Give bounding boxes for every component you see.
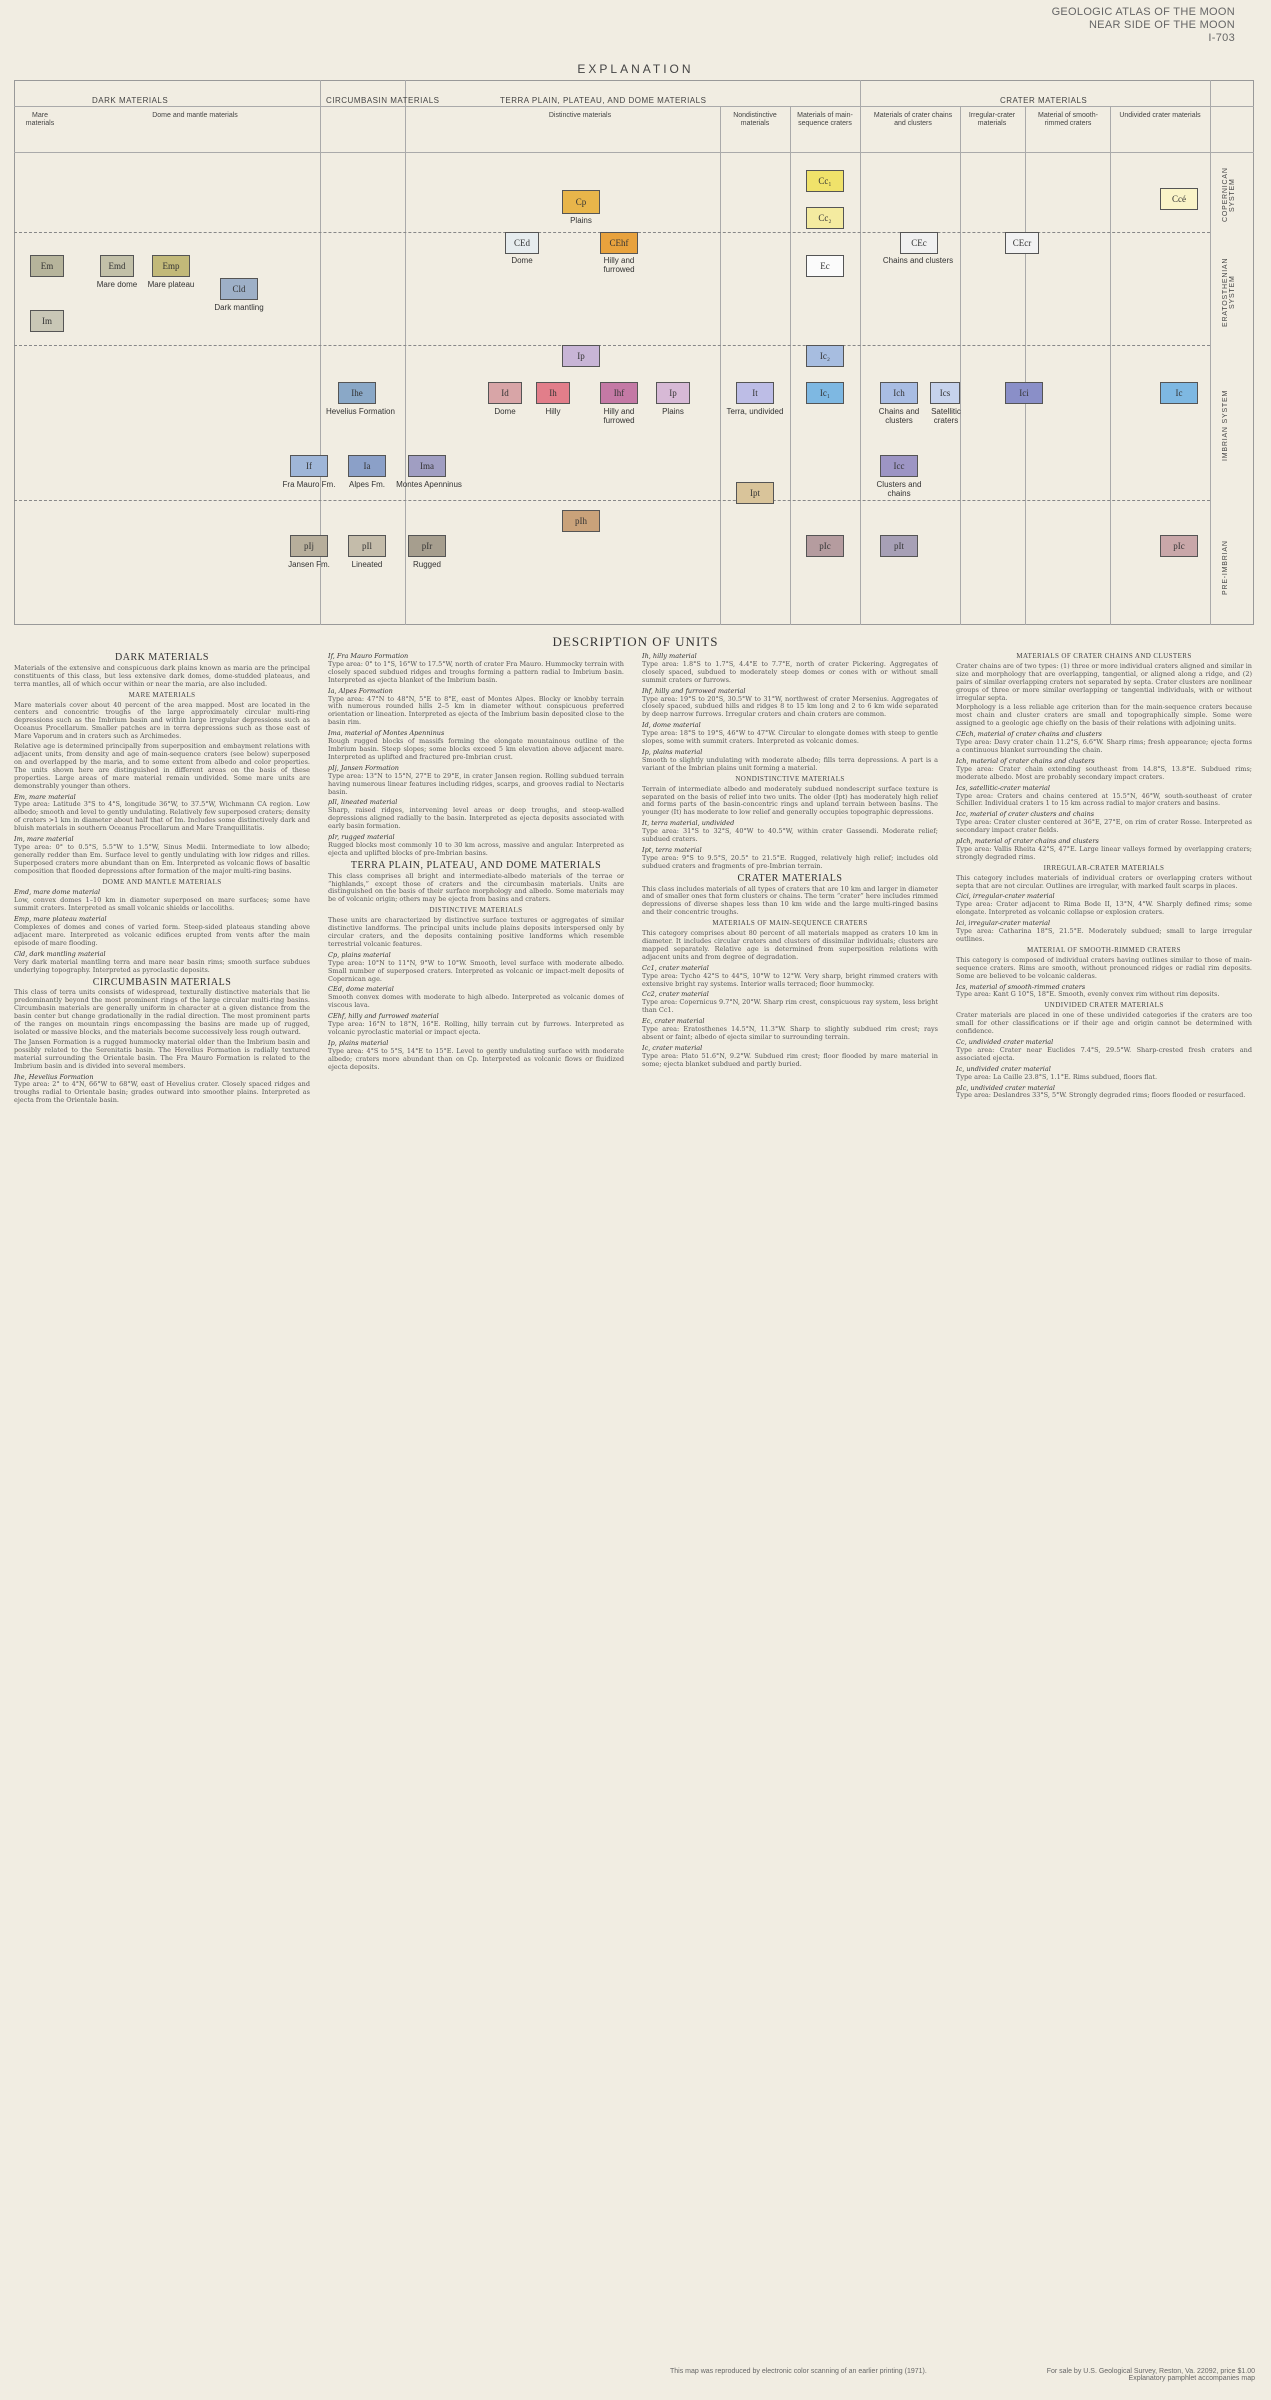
unit-heading: CEch, material of crater chains and clusters bbox=[956, 730, 1102, 739]
unit-ced: CEd bbox=[505, 232, 539, 254]
unit-if: If bbox=[290, 455, 328, 477]
unit-heading: Ip, plains material bbox=[328, 1038, 389, 1047]
paragraph: Type area: 2° to 4°N, 66°W to 68°W, east of Hevelius crater. Closely spaced ridges and troughs radial to Orientale basin; grades outward into smoother plains. Interpreted as ejecta from the Orientale basin. bbox=[14, 1080, 310, 1105]
unit-heading: pIc, undivided crater material bbox=[956, 1083, 1055, 1092]
section-heading: CIRCUMBASIN MATERIALS bbox=[92, 976, 232, 988]
paragraph: Type area: Kant G 10°S, 18°E. Smooth, evenly convex rim without rim deposits. bbox=[956, 990, 1220, 999]
col-divider bbox=[960, 106, 961, 625]
paragraph: Type area: Craters and chains centered at 15.5°N, 46°W, south-southeast of crater Schiller. Individual craters 1 to 15 km across radial to major craters and basins. bbox=[956, 791, 1252, 808]
group-divider bbox=[14, 106, 1254, 107]
paragraph: Type area: Crater near Euclides 7.4°S, 29.5°W. Sharp-crested fresh craters and associated ejecta. bbox=[956, 1045, 1252, 1062]
unit-pij: pIj bbox=[290, 535, 328, 557]
unit-label-i-plains: Plains bbox=[662, 407, 684, 416]
unit-ip: Ip bbox=[562, 345, 600, 367]
unit-label-clusters-chains: Clusters and chains bbox=[876, 480, 922, 498]
paragraph: Type area: Catharina 18°S, 21.5°E. Moderately subdued; small to large irregular outlines. bbox=[956, 927, 1252, 943]
unit-heading: It, terra material, undivided bbox=[642, 819, 735, 828]
unit-ipt: Ipt bbox=[736, 482, 774, 504]
paragraph: Type area: 47°N to 48°N, 5°E to 8°E, east of Montes Alpes. Blocky or knobby terrain with numerous rounded hills 2–5 km in diameter without conspicuous preferred orientation or lineation. Interpreted as ejecta of the Imbrium basin deposited close to the basin rim. bbox=[328, 694, 624, 727]
paragraph: Type area: Davy crater chain 11.2°S, 6.6°W. Sharp rims; fresh appearance; ejecta forms a continuous blanket surrounding the chain. bbox=[956, 738, 1252, 754]
unit-ihe: Ihe bbox=[338, 382, 376, 404]
section-heading: TERRA PLAIN, PLATEAU, AND DOME MATERIALS bbox=[350, 859, 602, 871]
col-divider bbox=[405, 80, 406, 625]
unit-label-i-hilly-furrowed: Hilly and furrowed bbox=[603, 407, 635, 425]
unit-heading: CEhf, hilly and furrowed material bbox=[328, 1012, 439, 1021]
subsection-heading: IRREGULAR-CRATER MATERIALS bbox=[1043, 863, 1165, 872]
unit-label-dark-mantling: Dark mantling bbox=[214, 303, 264, 312]
unit-label-alpes: Alpes Fm. bbox=[348, 480, 385, 489]
unit-ic2: Ic₂ bbox=[806, 345, 844, 367]
unit-cehf: CEhf bbox=[600, 232, 638, 254]
unit-label-satellitic: Satellitic craters bbox=[931, 407, 961, 425]
paragraph: Morphology is a less reliable age criterion than for the main-sequence craters because most chain and cluster craters are small and topographically simple. Some were assigned to a geologic age chiefly on the basis of their relations with adjoining units. bbox=[956, 703, 1252, 728]
system-boundary bbox=[14, 500, 1210, 501]
unit-ics-sat: Ics bbox=[930, 382, 960, 404]
col-irregular: Irregular-crater materials bbox=[968, 112, 1016, 127]
paragraph: Low, convex domes 1–10 km in diameter superposed on mare surfaces; some have summit craters. Interpreted as small volcanic shields or laccoliths. bbox=[14, 896, 310, 913]
unit-label-i-hilly: Hilly bbox=[545, 407, 561, 416]
desc-column-3 bbox=[642, 650, 938, 2355]
paragraph: Rough rugged blocks of massifs forming the elongate mountainous outline of the Imbrium basin. Steep slopes; some blocks exceed 5 km elevation above adjacent mare. Interpreted as uplifted and fractured pre-Imbrian crust. bbox=[328, 737, 624, 761]
desc-column-4 bbox=[956, 650, 1252, 2355]
unit-ccu: Ccé bbox=[1160, 188, 1198, 210]
unit-label-chains-clusters: Chains and clusters bbox=[882, 256, 954, 265]
unit-heading: Ic, undivided crater material bbox=[956, 1064, 1051, 1073]
unit-heading: If, Fra Mauro Formation bbox=[328, 652, 409, 660]
unit-label-mare-dome: Mare dome bbox=[96, 280, 138, 289]
section-heading: DARK MATERIALS bbox=[115, 652, 209, 663]
unit-emd: Emd bbox=[100, 255, 134, 277]
paragraph: Type area: La Caille 23.8°S, 1.1°E. Rims subdued, floors flat. bbox=[956, 1072, 1158, 1081]
system-preimbrian: PRE-IMBRIAN bbox=[1222, 540, 1229, 595]
unit-ich: Ich bbox=[880, 382, 918, 404]
unit-ec: Ec bbox=[806, 255, 844, 277]
unit-pir: pIr bbox=[408, 535, 446, 557]
unit-heading: Ipt, terra material bbox=[642, 845, 702, 854]
paragraph: Crater materials are placed in one of these undivided categories if the craters are too small for other classifications or if their age and origin cannot be determined with confidence. bbox=[956, 1011, 1252, 1036]
paragraph: These units are characterized by distinctive surface textures or aggregates of similar distinctive landforms. The principal units include plains deposits interspersed only by circular craters, and the deposits containing positive landforms which resemble terrestrial volcanic features. bbox=[328, 916, 624, 948]
unit-ih: Ih bbox=[536, 382, 570, 404]
paragraph: This class comprises all bright and intermediate-albedo materials of the terrae or “highlands,” except those of craters and the circumbasin materials. Units are distinguished on the basis of their surface morphology and albedo. Some materials may be of volcanic origin; others may be ejecta from basins and craters. bbox=[328, 871, 624, 904]
header-divider bbox=[14, 152, 1254, 153]
group-terra: TERRA PLAIN, PLATEAU, AND DOME MATERIALS bbox=[500, 96, 707, 105]
unit-ici: Ici bbox=[1005, 382, 1043, 404]
paragraph: This category includes materials of individual craters or overlapping craters without septa that are not circular. Outlines are irregular, with marked fault scarps in places. bbox=[956, 873, 1252, 890]
unit-heading: pIch, material of crater chains and clusters bbox=[956, 837, 1099, 846]
unit-cc2: Cc₂ bbox=[806, 207, 844, 229]
paragraph: Crater chains are of two types: (1) three or more individual craters aligned and similar in size and morphology that are overlapping, tangential, or aligned along a ridge, and (2) pairs of similar overlapping craters not separated by septa. Crater clusters are nonlinear groups of three or more similar overlapping or tangential individuals, with or without irregular septa. bbox=[956, 661, 1252, 702]
unit-cecr: CEcr bbox=[1005, 232, 1039, 254]
desc-column-2 bbox=[328, 650, 624, 2355]
section-heading: CRATER MATERIALS bbox=[737, 872, 843, 884]
unit-heading: Ih, hilly material bbox=[642, 652, 697, 660]
unit-heading: Ihf, hilly and furrowed material bbox=[642, 686, 746, 695]
unit-cld: Cld bbox=[220, 278, 258, 300]
unit-label-mare-plateau: Mare plateau bbox=[147, 280, 195, 289]
paragraph: This category is composed of individual craters having outlines similar to those of main-sequence craters. Rims are smooth, without pronounced ridges or radial rim deposits. Some are believed to be volcanic calderas. bbox=[956, 955, 1252, 980]
paragraph: Materials of the extensive and conspicuous dark plains known as maria are the principal constituents of this class, but less extensive dark domes, dome-studded plateaus, and terra mantles, all of which occur within or near the maria, are also included. bbox=[14, 663, 310, 688]
paragraph: Type area: 19°S to 20°S, 30.5°W to 31°W, northwest of crater Mersenius. Aggregates of closely spaced, subdued hills and ridges 8 to 15 km long and 2 to 6 km wide separated by deep narrow furrows. Irregular craters and chain craters are common. bbox=[642, 694, 938, 719]
unit-heading: Ics, material of smooth-rimmed craters bbox=[956, 982, 1086, 991]
unit-em: Em bbox=[30, 255, 64, 277]
col-divider bbox=[1110, 106, 1111, 625]
unit-heading: Ia, Alpes Formation bbox=[328, 686, 393, 695]
unit-heading: Cp, plains material bbox=[328, 950, 391, 959]
unit-pil: pIl bbox=[348, 535, 386, 557]
col-dome-mantle: Dome and mantle materials bbox=[152, 112, 238, 119]
unit-icu: Ic bbox=[1160, 382, 1198, 404]
paragraph: Type area: Tycho 42°S to 44°S, 10°W to 12°W. Very sharp, bright rimmed craters with extensive bright ray systems. Interior walls terraced; floor hummocky. bbox=[642, 971, 938, 988]
paragraph: This class includes materials of all types of craters that are 10 km and larger in diameter and of smaller ones that form clusters or chains. The term “crater” here includes rimmed depressions of diverse shapes less than 10 km wide and the large multi-ringed basins and their concentric troughs. bbox=[642, 884, 938, 917]
subsection-heading: NONDISTINCTIVE MATERIALS bbox=[735, 774, 845, 783]
col-nondistinctive: Nondistinctive materials bbox=[733, 112, 777, 127]
paragraph: Type area: 16°N to 18°N, 16°E. Rolling, hilly terrain cut by furrows. Interpreted as volcanic pyroclastic material or impact ejecta. bbox=[328, 1020, 624, 1036]
paragraph: Very dark material mantling terra and mare near basin rims; smooth surface subdues underlying topography. Interpreted as pyroclastic deposits. bbox=[14, 957, 310, 974]
paragraph: Type area: Crater chain extending southeast from 14.8°S, 13.8°E. Subdued rims; moderate albedo. Most are probably secondary impact craters. bbox=[956, 764, 1252, 781]
unit-heading: Ici, irregular-crater material bbox=[956, 919, 1051, 928]
paragraph: Type area: Crater adjacent to Rima Bode II, 13°N, 4°W. Sharply defined rims; some elongate. Interpreted as volcanic collapse or explosion craters. bbox=[956, 900, 1252, 917]
unit-heading: Em, mare material bbox=[14, 792, 76, 801]
paragraph: Mare materials cover about 40 percent of the area mapped. Most are located in the centers and concentric troughs of the large approximately circular multi-ring depressions such as the Imbrium basin and within large irregular depressions such as Oceanus Procellarum. Smaller patches are in terra depressions such as those east of Mare Vaporum and in craters such as Archimedes. bbox=[14, 700, 310, 741]
unit-ia: Ia bbox=[348, 455, 386, 477]
subsection-heading: MATERIALS OF CRATER CHAINS AND CLUSTERS bbox=[1016, 652, 1192, 660]
paragraph: Sharp, raised ridges, intervening level areas or deep troughs, and steep-walled depressions aligned radially to the basin. Interpreted as ejecta deposits associated with early basin formation. bbox=[328, 806, 624, 831]
col-undivided: Undivided crater materials bbox=[1119, 112, 1201, 119]
paragraph: Type area: 0° to 0.5°S, 5.5°W to 1.5°W, Sinus Medii. Intermediate to low albedo; generally redder than Em. Surface level to gently undulating with low ridges and rilles. Superposed craters more abundant than on Em. Interpreted as volcanic flows of basaltic composition that flooded depressions after formation of the major multi-ring basins. bbox=[14, 842, 310, 875]
explanation-title: EXPLANATION bbox=[577, 62, 694, 76]
unit-heading: Cici, irregular-crater material bbox=[956, 892, 1055, 901]
paragraph: Smooth convex domes with moderate to high albedo. Interpreted as volcanic domes of viscous lava. bbox=[328, 993, 624, 1010]
col-divider bbox=[1210, 80, 1211, 625]
group-dark: DARK MATERIALS bbox=[92, 96, 169, 105]
unit-label-chains-clusters-2: Chains and clusters bbox=[878, 407, 920, 425]
unit-pic: pIc bbox=[806, 535, 844, 557]
unit-label-apenninus: Montes Apenninus bbox=[396, 480, 462, 489]
unit-label-fra-mauro: Fra Mauro Fm. bbox=[282, 480, 336, 489]
system-copernican: COPERNICAN SYSTEM bbox=[1222, 167, 1236, 223]
map-header bbox=[1052, 6, 1235, 45]
map-title: NEAR SIDE OF THE MOON bbox=[1088, 19, 1235, 31]
col-divider bbox=[860, 80, 861, 625]
unit-label-hilly-furrowed: Hilly and furrowed bbox=[603, 256, 635, 274]
unit-it: It bbox=[736, 382, 774, 404]
paragraph: Type area: 18°S to 19°S, 46°W to 47°W. Circular to elongate domes with steep to gentle slopes, some with summit craters. Interpreted as volcanic domes. bbox=[642, 729, 938, 746]
unit-heading: Ich, material of crater chains and clusters bbox=[956, 756, 1095, 765]
group-circumbasin: CIRCUMBASIN MATERIALS bbox=[326, 96, 440, 105]
paragraph: Type area: Crater cluster centered at 36°E, 27°E, on rim of crater Rosse. Interpreted as secondary impact crater fields. bbox=[956, 818, 1252, 835]
paragraph: Type area: 9°S to 9.5°S, 20.5° to 21.5°E. Rugged, relatively high relief; includes old subdued craters and fragments of pre-Imbrian terrain. bbox=[642, 853, 938, 870]
unit-cp: Cp bbox=[562, 190, 600, 214]
unit-label-plains: Plains bbox=[570, 216, 592, 225]
unit-heading: Emp, mare plateau material bbox=[14, 915, 107, 924]
col-main-seq: Materials of main-sequence craters bbox=[797, 112, 853, 127]
unit-cc1: Cc₁ bbox=[806, 170, 844, 192]
unit-heading: Ip, plains material bbox=[642, 747, 703, 756]
paragraph: Type area: 13°N to 15°N, 27°E to 29°E, in crater Jansen region. Rolling subdued terrain having numerous linear features including ridges, scarps, and grooves radial to Nectaris basin. bbox=[328, 771, 624, 796]
subsection-heading: UNDIVIDED CRATER MATERIALS bbox=[1044, 1001, 1164, 1010]
paragraph: Type area: 31°S to 32°S, 40°W to 40.5°W, within crater Gassendi. Moderate relief; subdued craters. bbox=[642, 827, 938, 844]
unit-heading: Id, dome material bbox=[642, 721, 701, 730]
paragraph: Terrain of intermediate albedo and moderately subdued nondescript surface texture is separated on the basis of relief into two units. The older (Ipt) has moderately high relief and forms parts of the basin-concentric rings and upland terrain between basins. The younger (It) has moderate to low relief and generally occupies topographic depressions. bbox=[642, 784, 938, 817]
unit-pih: pIh bbox=[562, 510, 600, 532]
unit-icc: Icc bbox=[880, 455, 918, 477]
col-smooth-rimmed: Material of smooth-rimmed craters bbox=[1038, 112, 1098, 127]
paragraph: This category comprises about 80 percent of all materials mapped as craters 10 km in diameter. It includes circular craters and clusters of dissimilar individuals; clusters are mapped separately. Relative age is determined from superposition relations with adjacent units and from degree of degradation. bbox=[642, 929, 938, 961]
paragraph: Type area: 0° to 1°S, 16°W to 17.5°W, north of crater Fra Mauro. Hummocky terrain with closely spaced subdued ridges and troughs forming a pattern radial to Imbrium basin. Interpreted as ejecta blanket of the Imbrium basin. bbox=[328, 659, 624, 684]
paragraph: Type area: Deslandres 33°S, 5°W. Strongly degraded rims; floors flooded or resurfaced. bbox=[956, 1091, 1246, 1100]
footer-sale-note bbox=[1010, 2368, 1255, 2382]
paragraph: Type area: 4°S to 5°S, 14°E to 15°E. Level to gently undulating surface with moderate albedo; craters more abundant than on Cp. Interpreted as volcanic flows or fluidized ejecta deposits. bbox=[328, 1046, 624, 1071]
paragraph: This class of terra units consists of widespread, texturally distinctive materials that lie predominantly beyond the most prominent rings of the large circular multi-ring basins. Circumbasin materials are generally uniform in character at a given distance from the basin center but change gradationally in the radial direction. The most prominent parts of the ranges on mountain rings encompassing the basins are made up of rugged, isolated or massive blocks, and the materials become successively less rough outward. bbox=[14, 988, 310, 1036]
unit-pit: pIt bbox=[880, 535, 918, 557]
atlas-title: GEOLOGIC ATLAS OF THE MOON bbox=[1051, 6, 1235, 18]
paragraph: Rugged blocks most commonly 10 to 30 km across, massive and angular. Interpreted as ejecta and uplifted blocks of pre-Imbrian basins. bbox=[328, 840, 624, 857]
footer-reproduction-note: This map was reproduced by electronic color scanning of an earlier printing (1971). bbox=[670, 2368, 927, 2375]
unit-heading: Emd, mare dome material bbox=[14, 888, 101, 897]
system-imbrian: IMBRIAN SYSTEM bbox=[1222, 389, 1229, 461]
paragraph: Type area: Vallis Rheita 42°S, 47°E. Large linear valleys formed by overlapping craters; strongly degraded rims. bbox=[956, 844, 1252, 861]
paragraph: Type area: Copernicus 9.7°N, 20°W. Sharp rim crest, conspicuous ray system, less bright than Cc1. bbox=[642, 998, 938, 1015]
footer-pamphlet: Explanatory pamphlet accompanies map bbox=[1128, 2375, 1255, 2382]
unit-picu: pIc bbox=[1160, 535, 1198, 557]
unit-cech: CEc bbox=[900, 232, 938, 254]
unit-heading: pIr, rugged material bbox=[328, 833, 395, 842]
unit-ihf: Ihf bbox=[600, 382, 638, 404]
unit-label-terra-undivided: Terra, undivided bbox=[726, 407, 784, 416]
unit-label-lineated: Lineated bbox=[351, 560, 383, 569]
system-boundary bbox=[14, 345, 1210, 346]
col-distinctive: Distinctive materials bbox=[548, 112, 612, 119]
col-divider bbox=[1025, 106, 1026, 625]
unit-heading: Icc, material of crater clusters and chains bbox=[956, 810, 1095, 819]
unit-heading: Ics, satellitic-crater material bbox=[956, 783, 1051, 792]
subsection-heading: MATERIALS OF MAIN-SEQUENCE CRATERS bbox=[712, 919, 868, 928]
paragraph: Smooth to slightly undulating with moderate albedo; fills terra depressions. A part is a variant of the Imbrian plains unit forming a material. bbox=[642, 755, 938, 772]
paragraph: Relative age is determined principally from superposition and embayment relations with adjacent units, from density and age of main-sequence craters (see below) superposed on and overlapped by the maria, and to some extent from albedo and color properties. The units shown here are distinguished in different areas on the basis of these properties. Large areas of mare material remain undivided. Some mare units are demonstrably younger than others. bbox=[14, 742, 310, 790]
unit-ic1: Ic₁ bbox=[806, 382, 844, 404]
col-mare: Mare materials bbox=[25, 112, 55, 127]
paragraph: Complexes of domes and cones of varied form. Steep-sided plateaus standing above adjacent mare. Interpreted as volcanic edifices erupted from vents after the main episode of mare flooding. bbox=[14, 923, 310, 947]
unit-heading: Im, mare material bbox=[14, 835, 74, 844]
legend-frame bbox=[14, 80, 1254, 625]
subsection-heading: MATERIAL OF SMOOTH-RIMMED CRATERS bbox=[1027, 945, 1181, 954]
system-eratosthenian: ERATOSTHENIAN SYSTEM bbox=[1222, 257, 1236, 328]
paragraph: Type area: 10°N to 11°N, 9°W to 10°W. Smooth, level surface with moderate albedo. Small number of superposed craters. Interpreted as volcanic or impact-melt deposits of Copernican age. bbox=[328, 958, 624, 983]
paragraph: Type area: Latitude 3°S to 4°S, longitude 36°W, to 37.5°W, Wichmann CA region. Low albedo; smooth and level to gently undulating. Relatively few superposed craters; density of craters >1 km in diameter about half that of Im. Includes some distinctively dark and bluish materials in southern Oceanus Procellarum and Mare Tranquillitatis. bbox=[14, 800, 310, 833]
paragraph: The Jansen Formation is a rugged hummocky material older than the Imbrium basin and possibly related to the Serenitatis basin. The Hevelius Formation is radially textured material surrounding the Orientale basin. The Fra Mauro Formation is related to the Imbrium basin and is divided into several members. bbox=[14, 1037, 310, 1070]
group-crater: CRATER MATERIALS bbox=[1000, 96, 1088, 105]
unit-id: Id bbox=[488, 382, 522, 404]
unit-heading: Cc, undivided crater material bbox=[956, 1037, 1054, 1046]
unit-heading: Ima, material of Montes Apenninus bbox=[328, 729, 445, 738]
unit-heading: Ihe, Hevelius Formation bbox=[14, 1072, 94, 1081]
col-divider bbox=[790, 106, 791, 625]
subsection-heading: DOME AND MANTLE MATERIALS bbox=[102, 877, 222, 886]
unit-im: Im bbox=[30, 310, 64, 332]
unit-heading: Cld, dark mantling material bbox=[14, 949, 106, 958]
unit-heading: pIl, lineated material bbox=[328, 798, 398, 807]
unit-label-rugged: Rugged bbox=[412, 560, 442, 569]
unit-heading: Ec, crater material bbox=[642, 1017, 705, 1026]
desc-column-1 bbox=[14, 650, 310, 2355]
col-divider bbox=[720, 106, 721, 625]
col-chains: Materials of crater chains and clusters bbox=[873, 112, 953, 127]
unit-heading: CEd, dome material bbox=[328, 985, 394, 994]
unit-ipl: Ip bbox=[656, 382, 690, 404]
unit-label-i-dome: Dome bbox=[494, 407, 516, 416]
paragraph: Type area: Eratosthenes 14.5°N, 11.3°W. Sharp to slightly subdued rim crest; rays absent or faint; albedo of ejecta similar to surrounding terrain. bbox=[642, 1025, 938, 1041]
paragraph: Type area: Plato 51.6°N, 9.2°W. Subdued rim crest; floor flooded by mare material in some; ejecta blanket subdued and partly buried. bbox=[642, 1051, 938, 1068]
unit-heading: Cc1, crater material bbox=[642, 963, 709, 972]
map-number: I-703 bbox=[1208, 32, 1235, 44]
subsection-heading: MARE MATERIALS bbox=[128, 690, 196, 699]
footer-price: For sale by U.S. Geological Survey, Reston, Va. 22092, price $1.00 bbox=[1046, 2368, 1255, 2375]
subsection-heading: DISTINCTIVE MATERIALS bbox=[429, 906, 523, 915]
unit-ima: Ima bbox=[408, 455, 446, 477]
unit-label-jansen: Jansen Fm. bbox=[288, 560, 330, 569]
unit-heading: Ic, crater material bbox=[642, 1043, 703, 1052]
paragraph: Type area: 1.8°S to 1.7°S, 4.4°E to 7.7°E, north of crater Pickering. Aggregates of closely spaced, subdued to moderately steep domes or cones with or without small summit craters or furrows. bbox=[642, 659, 938, 684]
unit-label-dome: Dome bbox=[511, 256, 533, 265]
unit-emp: Emp bbox=[152, 255, 190, 277]
unit-heading: Cc2, crater material bbox=[642, 990, 709, 999]
unit-label-hevelius: Hevelius Formation bbox=[326, 407, 395, 416]
description-title: DESCRIPTION OF UNITS bbox=[552, 634, 719, 649]
unit-heading: pIj, Jansen Formation bbox=[328, 763, 399, 772]
